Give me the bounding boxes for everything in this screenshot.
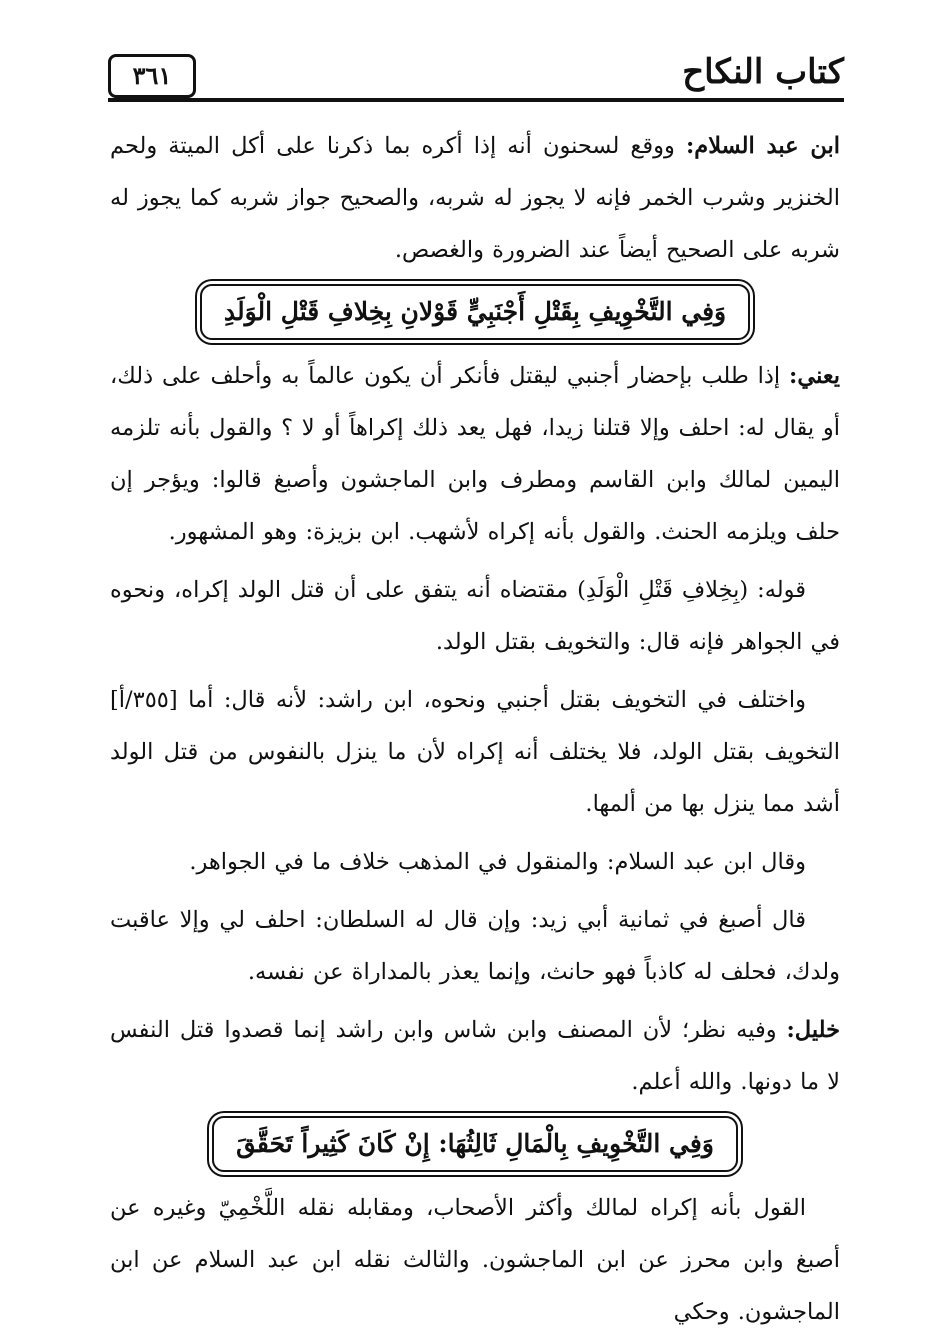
paragraph xyxy=(110,1182,840,1338)
speaker-label: خليل: xyxy=(786,1017,840,1043)
paragraph-text: قال أصبغ في ثمانية أبي زيد: وإن قال له السلطان: احلف لي وإلا عاقبت ولدك، فحلف له كاذباً فهو حانث، وإنما يعذر بالمداراة عن نفسه. xyxy=(110,907,840,985)
paragraph-text: القول بأنه إكراه لمالك وأكثر الأصحاب، ومقابله نقله اللَّخْمِيّ وغيره عن أصبغ وابن محرز عن ابن الماجشون. والثالث نقله ابن عبد السلام عن ابن الماجشون. وحكي xyxy=(110,1195,840,1325)
paragraph-text: وقال ابن عبد السلام: والمنقول في المذهب خلاف ما في الجواهر. xyxy=(189,849,806,875)
paragraph xyxy=(110,674,840,830)
paragraph xyxy=(110,564,840,668)
paragraph-text: ووقع لسحنون أنه إذا أكره بما ذكرنا على أكل الميتة ولحم الخنزير وشرب الخمر فإنه لا يجوز له شربه، والصحيح جواز شربه كما يجوز له شربه على الصحيح أيضاً عند الضرورة والغصص. xyxy=(110,133,840,263)
paragraph xyxy=(110,1004,840,1108)
matn-box: وَفِي التَّخْوِيفِ بِقَتْلِ أَجْنَبِيٍّ قَوْلانِ بِخِلافِ قَتْلِ الْوَلَدِ xyxy=(200,284,750,340)
page-header xyxy=(108,44,844,102)
page-number: ٣٦١ xyxy=(108,54,196,98)
paragraph-text: وفيه نظر؛ لأن المصنف وابن شاس وابن راشد إنما قصدوا قتل النفس لا ما دونها. والله أعلم. xyxy=(110,1017,840,1095)
paragraph xyxy=(110,894,840,998)
page-body xyxy=(110,120,840,1338)
paragraph-text: قوله: (بِخِلافِ قَتْلِ الْوَلَدِ) مقتضاه أنه يتفق على أن قتل الولد إكراه، ونحوه في الجواهر فإنه قال: والتخويف بقتل الولد. xyxy=(110,577,840,655)
header-divider xyxy=(108,98,844,102)
book-title: كتاب النكاح xyxy=(682,52,844,92)
speaker-label: ابن عبد السلام: xyxy=(685,133,840,159)
paragraph xyxy=(110,120,840,276)
paragraph-text: واختلف في التخويف بقتل أجنبي ونحوه، ابن راشد: لأنه قال: أما [٣٥٥/أ] التخويف بقتل الولد، فلا يختلف أنه إكراه لأن ما ينزل بالنفوس من قتل الولد أشد مما ينزل بها من ألمها. xyxy=(110,687,840,817)
matn-box-wrapper xyxy=(110,284,840,340)
paragraph xyxy=(110,836,840,888)
matn-box-wrapper xyxy=(110,1116,840,1172)
speaker-label: يعني: xyxy=(789,363,840,389)
paragraph-text: إذا طلب بإحضار أجنبي ليقتل فأنكر أن يكون عالماً به وأحلف على ذلك، أو يقال له: احلف وإلا قتلنا زيدا، فهل يعد ذلك إكراهاً أو لا ؟ والقول بأنه تلزمه اليمين لمالك وابن القاسم ومطرف وابن الماجشون وأصبغ قالوا: ويؤجر إن حلف ويلزمه الحنث. والقول بأنه إكراه لأشهب. ابن بزيزة: وهو المشهور. xyxy=(110,363,840,545)
matn-box: وَفِي التَّخْوِيفِ بِالْمَالِ ثَالِثُهَا: إِنْ كَانَ كَثِيراً تَحَقَّقَ xyxy=(212,1116,738,1172)
paragraph xyxy=(110,350,840,558)
